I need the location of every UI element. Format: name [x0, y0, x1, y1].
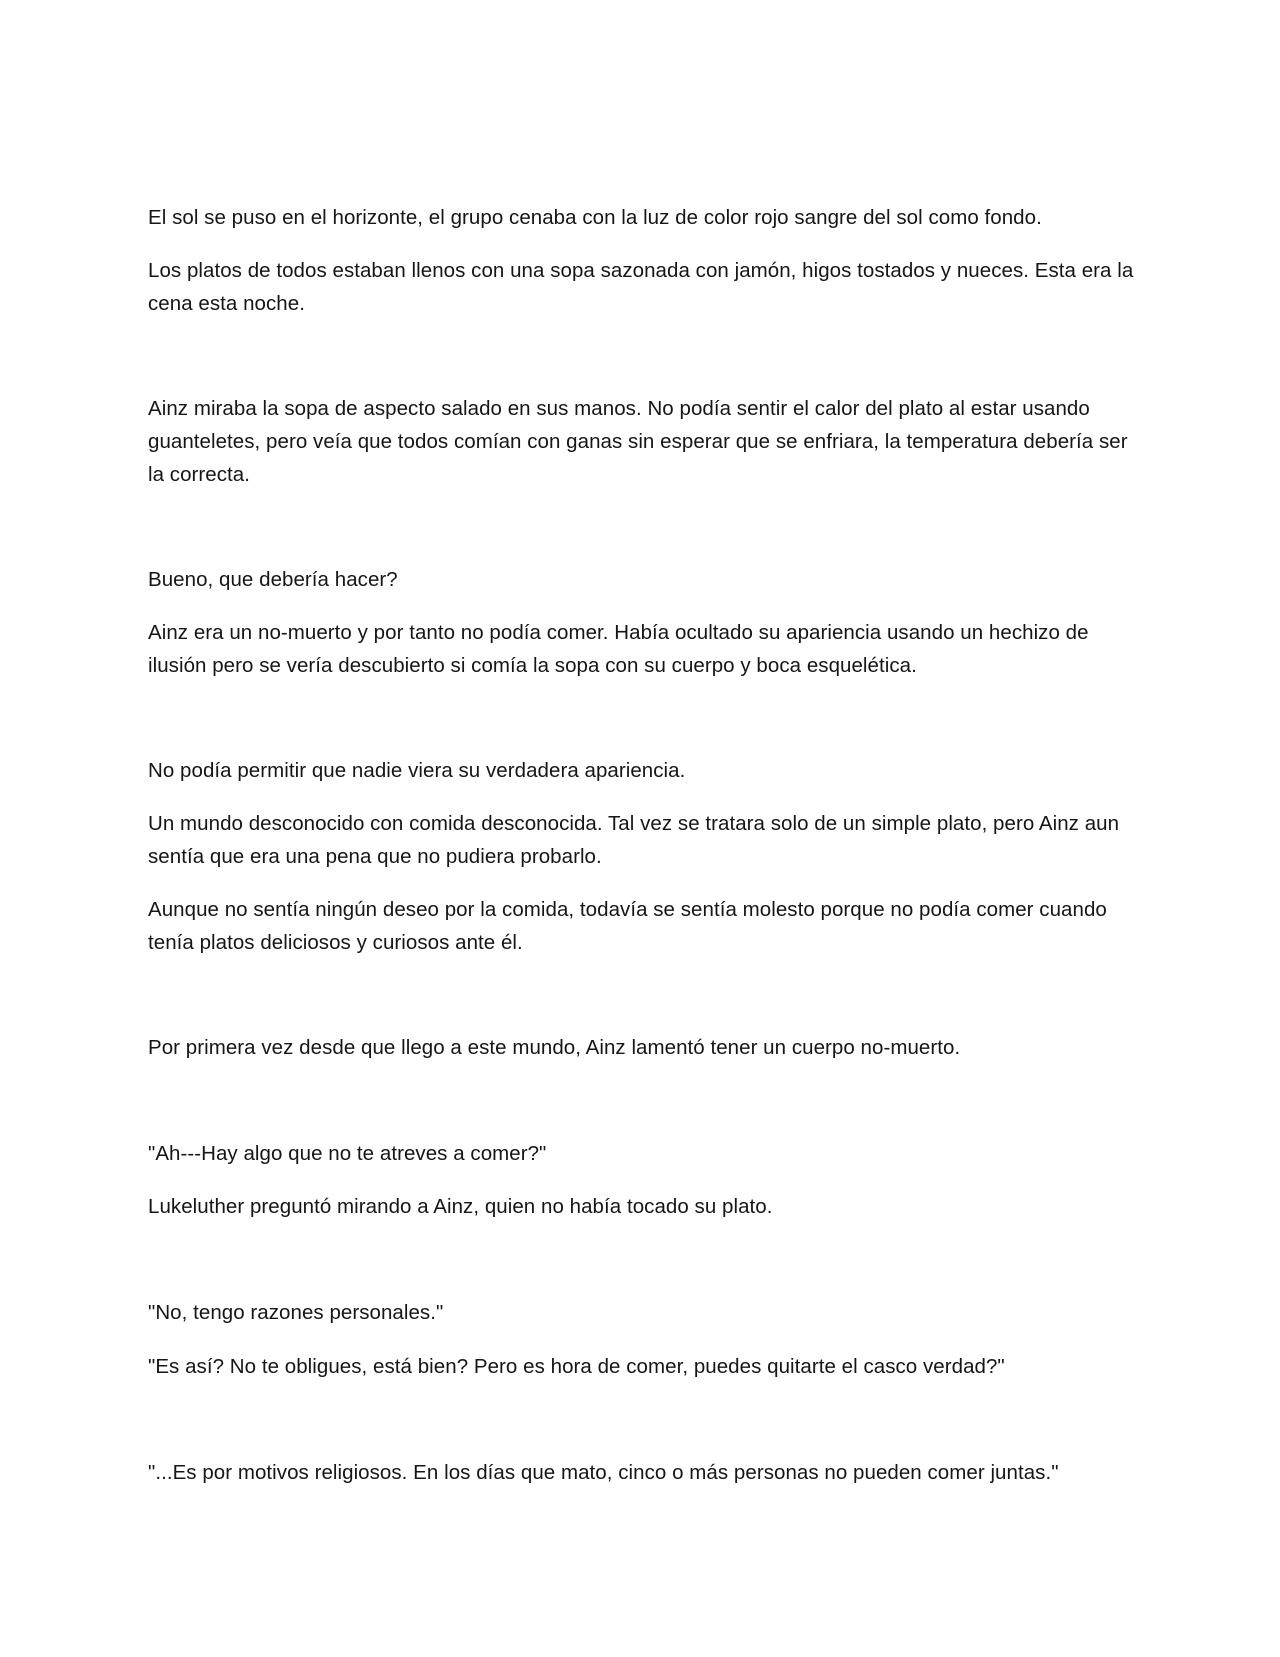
paragraph: "Ah---Hay algo que no te atreves a comer?" [148, 1142, 547, 1165]
paragraph: Lukeluther preguntó mirando a Ainz, quien no había tocado su plato. [148, 1195, 773, 1218]
paragraph: Ainz era un no-muerto y por tanto no podía comer. Había ocultado su apariencia usando un hechizo de ilusión pero se vería descubierto si comía la sopa con su cuerpo y boca esquelética. [148, 621, 1089, 677]
paragraph: Aunque no sentía ningún deseo por la comida, todavía se sentía molesto porque no podía comer cuando tenía platos deliciosos y curiosos ante él. [148, 898, 1107, 954]
paragraph: Bueno, que debería hacer? [148, 568, 398, 591]
paragraph: Ainz miraba la sopa de aspecto salado en sus manos. No podía sentir el calor del plato al estar usando guanteletes, pero veía que todos comían con ganas sin esperar que se enfriara, la temperatura debería ser la correcta. [148, 397, 1128, 486]
paragraph: "No, tengo razones personales." [148, 1301, 444, 1324]
paragraph: Un mundo desconocido con comida desconocida. Tal vez se tratara solo de un simple plato, pero Ainz aun sentía que era una pena que no pudiera probarlo. [148, 812, 1120, 868]
paragraph: Los platos de todos estaban llenos con una sopa sazonada con jamón, higos tostados y nueces. Esta era la cena esta noche. [148, 259, 1134, 315]
paragraph: No podía permitir que nadie viera su verdadera apariencia. [148, 759, 686, 782]
paragraph: "...Es por motivos religiosos. En los días que mato, cinco o más personas no pueden comer juntas." [148, 1461, 1059, 1484]
paragraph: "Es así? No te obligues, está bien? Pero es hora de comer, puedes quitarte el casco verdad?" [148, 1355, 1005, 1378]
paragraph: El sol se puso en el horizonte, el grupo cenaba con la luz de color rojo sangre del sol como fondo. [148, 206, 1042, 229]
paragraph: Por primera vez desde que llego a este mundo, Ainz lamentó tener un cuerpo no-muerto. [148, 1036, 961, 1059]
